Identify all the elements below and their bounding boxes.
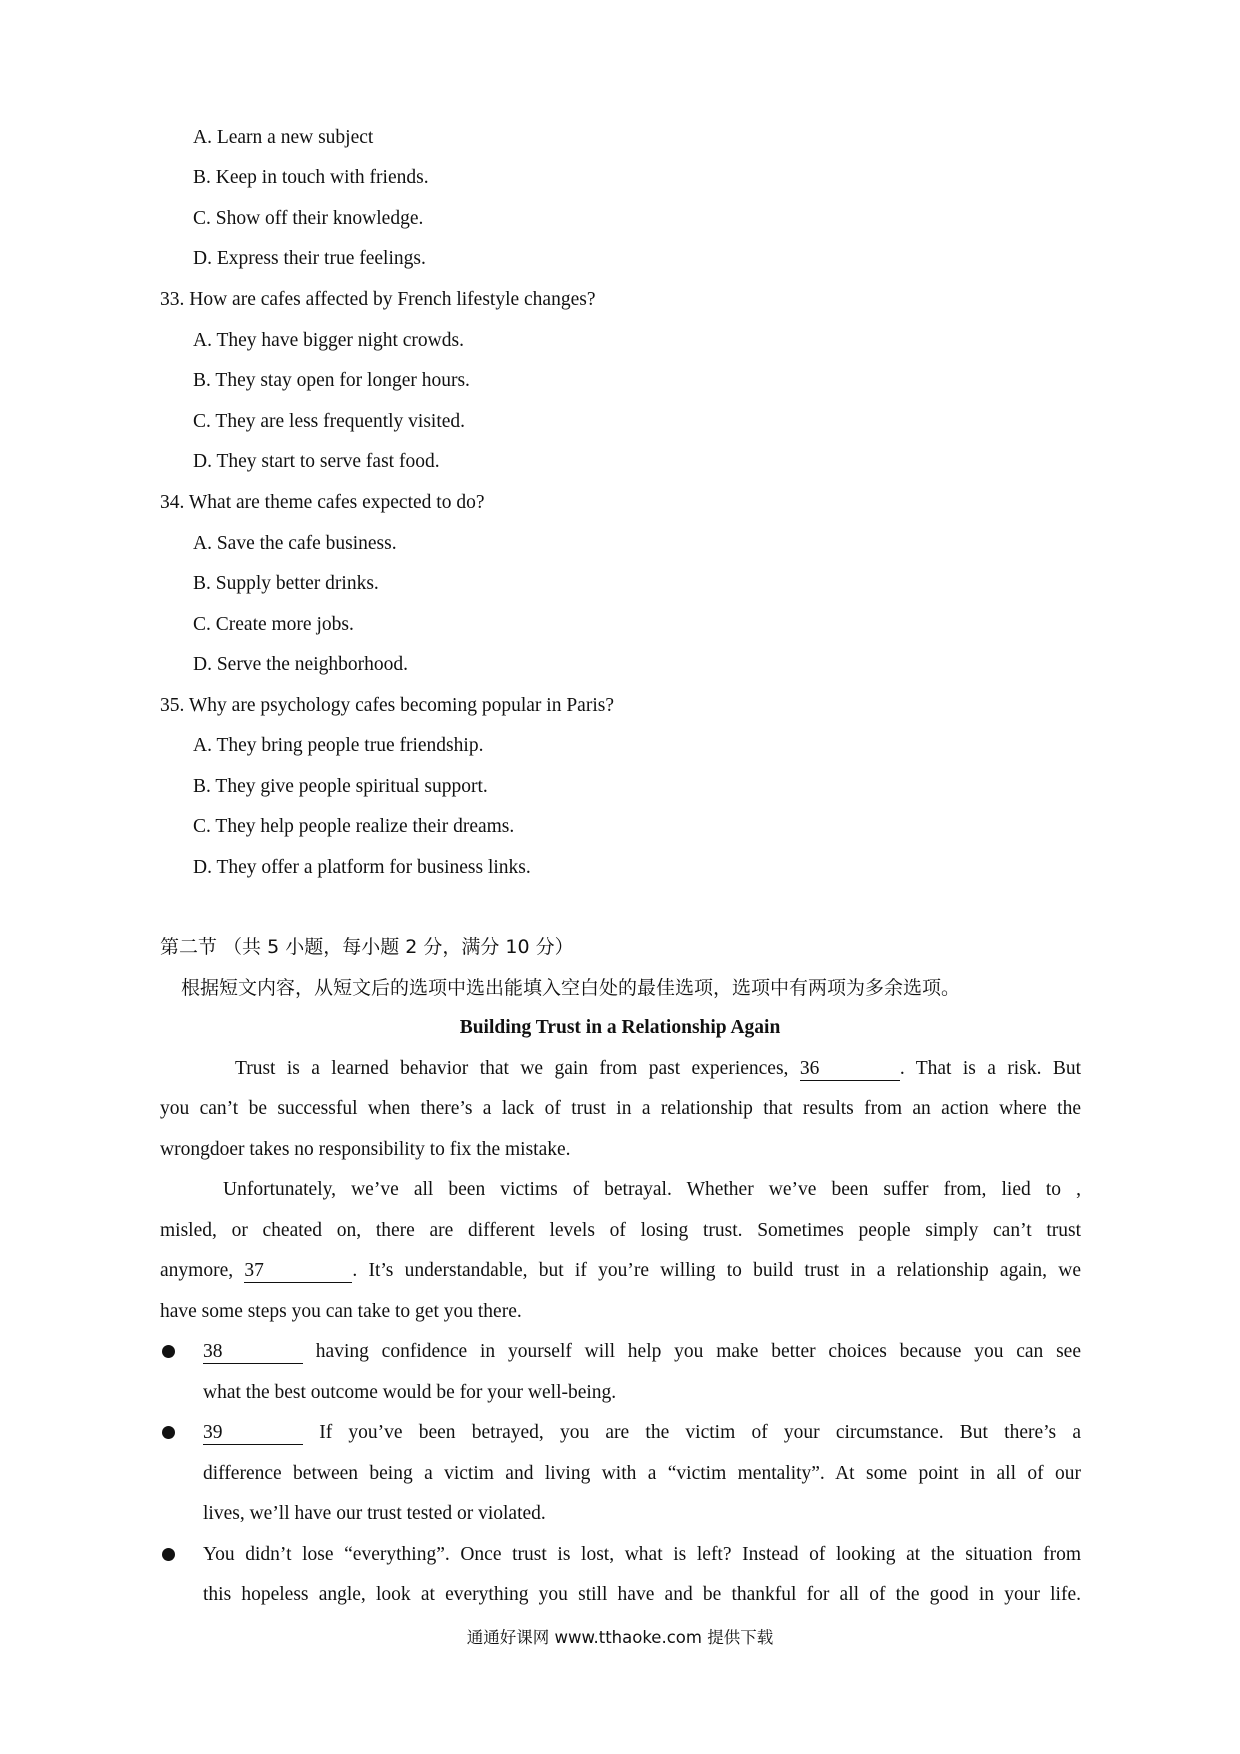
blank-39: 39	[203, 1422, 303, 1445]
bullet-icon	[162, 1548, 175, 1561]
q32-option-a: A. Learn a new subject	[193, 127, 374, 148]
bullet-icon	[162, 1426, 175, 1439]
paragraph-1-line-2: you can’t be successful when there’s a lack of trust in a relationship that results from an action where the	[160, 1098, 1081, 1119]
paragraph-2-line-3	[160, 1259, 1081, 1283]
bullet-3-line-2: this hopeless angle, look at everything you still have and be thankful for all of the good in your life.	[203, 1584, 1081, 1605]
blank-37: 37	[244, 1260, 352, 1283]
p1-text-b: . That is a risk. But	[899, 1058, 1082, 1079]
q34-option-c: C. Create more jobs.	[193, 614, 354, 635]
b1-text: having confidence in yourself will help you make better choices because you can see	[315, 1341, 1081, 1362]
paragraph-1-line-3: wrongdoer takes no responsibility to fix the mistake.	[160, 1139, 571, 1160]
paragraph-2-line-1: Unfortunately, we’ve all been victims of betrayal. Whether we’ve been suffer from, lied to ,	[223, 1179, 1081, 1200]
p2-text-a: anymore,	[160, 1260, 234, 1281]
q33-option-d: D. They start to serve fast food.	[193, 451, 440, 472]
bullet-3-line-1: You didn’t lose “everything”. Once trust is lost, what is left? Instead of looking at the situation from	[203, 1544, 1081, 1565]
bullet-1-line-1	[203, 1340, 1081, 1364]
q35-option-a: A. They bring people true friendship.	[193, 735, 484, 756]
q32-option-c: C. Show off their knowledge.	[193, 208, 424, 229]
q35-stem: 35. Why are psychology cafes becoming popular in Paris?	[160, 695, 614, 716]
passage-title: Building Trust in a Relationship Again	[459, 1017, 781, 1038]
q35-option-b: B. They give people spiritual support.	[193, 776, 488, 797]
bullet-2-line-2: difference between being a victim and living with a “victim mentality”. At some point in all of our	[203, 1463, 1081, 1484]
q33-option-b: B. They stay open for longer hours.	[193, 370, 470, 391]
section-heading: 第二节 （共 5 小题，每小题 2 分，满分 10 分）	[160, 936, 574, 958]
b2-text: If you’ve been betrayed, you are the victim of your circumstance. But there’s a	[319, 1422, 1081, 1443]
q32-option-b: B. Keep in touch with friends.	[193, 167, 429, 188]
q34-option-a: A. Save the cafe business.	[193, 533, 397, 554]
bullet-2-line-1	[203, 1421, 1081, 1445]
bullet-1-line-2: what the best outcome would be for your well-being.	[203, 1382, 617, 1403]
blank-36: 36	[800, 1058, 900, 1081]
bullet-icon	[162, 1345, 175, 1358]
q34-stem: 34. What are theme cafes expected to do?	[160, 492, 485, 513]
section-instruction: 根据短文内容，从短文后的选项中选出能填入空白处的最佳选项，选项中有两项为多余选项。	[181, 977, 961, 999]
blank-38: 38	[203, 1341, 303, 1364]
bullet-2-line-3: lives, we’ll have our trust tested or violated.	[203, 1503, 546, 1524]
p2-text-b: . It’s understandable, but if you’re willing to build trust in a relationship again, we	[352, 1260, 1082, 1281]
paragraph-1-line-1	[160, 1057, 1081, 1081]
q35-option-c: C. They help people realize their dreams.	[193, 816, 515, 837]
p1-text-a: Trust is a learned behavior that we gain from past experiences,	[235, 1058, 789, 1079]
page-footer: 通通好课网 www.tthaoke.com 提供下载	[466, 1628, 774, 1647]
paragraph-2-line-4: have some steps you can take to get you there.	[160, 1301, 522, 1322]
q34-option-d: D. Serve the neighborhood.	[193, 654, 408, 675]
q33-option-c: C. They are less frequently visited.	[193, 411, 466, 432]
q32-option-d: D. Express their true feelings.	[193, 248, 426, 269]
paragraph-2-line-2: misled, or cheated on, there are different levels of losing trust. Sometimes people simply can’t trust	[160, 1220, 1081, 1241]
q33-stem: 33. How are cafes affected by French lifestyle changes?	[160, 289, 596, 310]
q34-option-b: B. Supply better drinks.	[193, 573, 379, 594]
q33-option-a: A. They have bigger night crowds.	[193, 330, 464, 351]
q35-option-d: D. They offer a platform for business links.	[193, 857, 531, 878]
